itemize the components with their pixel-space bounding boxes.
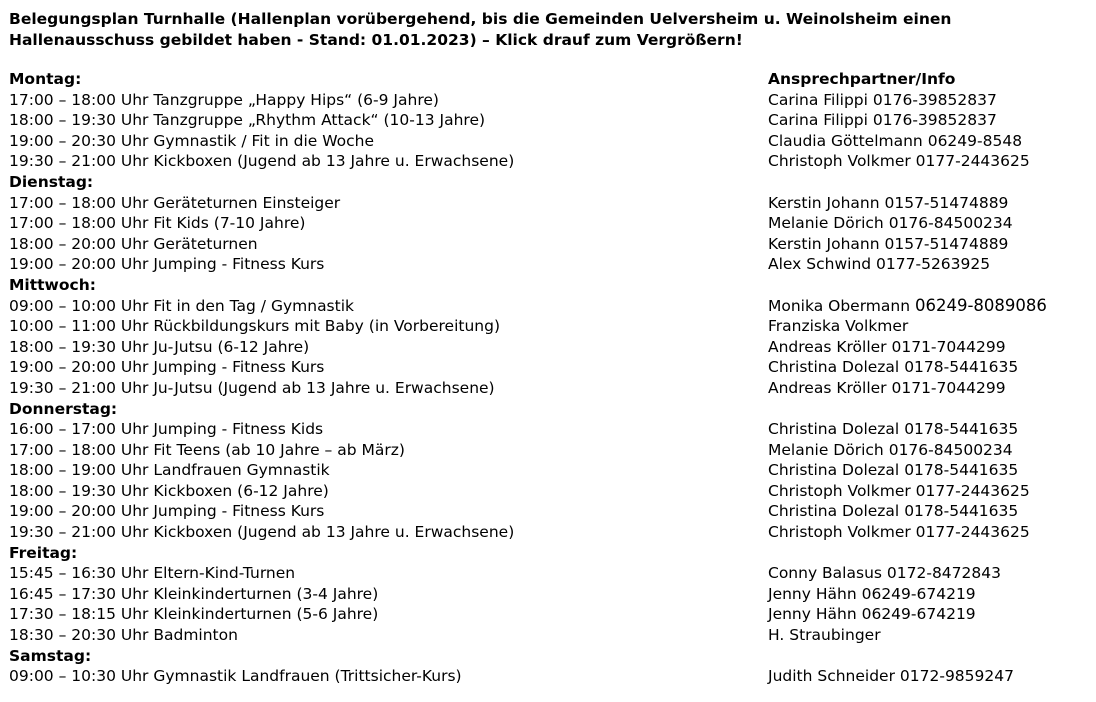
schedule-entry	[9, 296, 354, 317]
schedule-row	[9, 419, 1094, 440]
day-heading: Freitag:	[9, 543, 78, 562]
contact-name: Christoph Volkmer	[768, 152, 911, 171]
day-heading-row	[9, 646, 1094, 667]
schedule-entry	[9, 378, 495, 399]
time-range: 18:00 – 20:00 Uhr	[9, 234, 149, 253]
contact-phone: 0157-51474889	[884, 193, 1009, 212]
contact-name: Andreas Kröller	[768, 337, 887, 356]
contact-info	[768, 193, 1008, 214]
schedule-row	[9, 604, 1094, 625]
schedule-entry	[9, 193, 340, 214]
time-range: 17:00 – 18:00 Uhr	[9, 214, 149, 233]
day-heading-row	[9, 399, 1094, 420]
time-range: 16:00 – 17:00 Uhr	[9, 420, 149, 439]
activity-name: Jumping - Fitness Kurs	[153, 502, 325, 521]
schedule-row	[9, 357, 1094, 378]
contact-info	[768, 234, 1008, 255]
contact-info	[768, 337, 1006, 358]
contact-phone: 0177-2443625	[915, 481, 1030, 500]
contact-name: Conny Balasus	[768, 564, 882, 583]
page-title[interactable]	[9, 9, 1089, 51]
contact-info	[768, 501, 1018, 522]
schedule-entry	[9, 234, 258, 255]
time-range: 17:00 – 18:00 Uhr	[9, 193, 149, 212]
contact-name: Melanie Dörich	[768, 440, 884, 459]
contact-info	[768, 110, 997, 131]
contact-phone: 0178-5441635	[904, 461, 1019, 480]
activity-name: Jumping - Fitness Kids	[153, 420, 324, 439]
schedule-row	[9, 316, 1094, 337]
activity-name: Gymnastik Landfrauen (Trittsicher-Kurs)	[153, 667, 462, 686]
schedule-entry	[9, 419, 323, 440]
contact-info	[768, 563, 1001, 584]
contact-name: Christoph Volkmer	[768, 523, 911, 542]
activity-name: Kickboxen (Jugend ab 13 Jahre u. Erwachsene)	[153, 152, 515, 171]
schedule-entry	[9, 666, 462, 687]
contact-name: Alex Schwind	[768, 255, 872, 274]
contact-name: Judith Schneider	[768, 667, 895, 686]
contact-phone: 0178-5441635	[904, 420, 1019, 439]
contact-info	[768, 131, 1022, 152]
activity-name: Fit in den Tag / Gymnastik	[153, 296, 354, 315]
schedule-row	[9, 213, 1094, 234]
activity-name: Fit Teens (ab 10 Jahre – ab März)	[153, 440, 405, 459]
schedule-entry	[9, 254, 324, 275]
activity-name: Geräteturnen	[153, 234, 258, 253]
contact-phone: 0171-7044299	[891, 378, 1006, 397]
schedule-entry	[9, 625, 238, 646]
schedule-row	[9, 254, 1094, 275]
contact-info	[768, 419, 1018, 440]
schedule-entry	[9, 110, 485, 131]
contact-info	[768, 90, 997, 111]
day-heading: Mittwoch:	[9, 275, 96, 294]
time-range: 18:00 – 19:30 Uhr	[9, 111, 149, 130]
contact-phone: 0172-9859247	[899, 667, 1014, 686]
time-range: 18:00 – 19:00 Uhr	[9, 461, 149, 480]
time-range: 19:00 – 20:00 Uhr	[9, 255, 149, 274]
time-range: 18:30 – 20:30 Uhr	[9, 626, 149, 645]
contact-info	[768, 254, 990, 275]
schedule-entry	[9, 213, 305, 234]
schedule-row	[9, 522, 1094, 543]
contact-info	[768, 316, 908, 337]
contact-name: Claudia Göttelmann	[768, 131, 923, 150]
contact-phone: 0171-7044299	[891, 337, 1006, 356]
contact-info	[768, 296, 1047, 317]
contact-name: Christina Dolezal	[768, 461, 900, 480]
activity-name: Ju-Jutsu (Jugend ab 13 Jahre u. Erwachsene)	[153, 378, 495, 397]
schedule-row	[9, 378, 1094, 399]
contact-name: Christina Dolezal	[768, 358, 900, 377]
schedule-entry	[9, 481, 329, 502]
contact-phone: 0178-5441635	[904, 502, 1019, 521]
contact-name: Christoph Volkmer	[768, 481, 911, 500]
activity-name: Geräteturnen Einsteiger	[153, 193, 341, 212]
time-range: 19:00 – 20:00 Uhr	[9, 358, 149, 377]
contact-name: Carina Filippi	[768, 90, 868, 109]
contact-phone: 0176-84500234	[888, 440, 1013, 459]
activity-name: Badminton	[153, 626, 238, 645]
contact-phone: 0177-2443625	[915, 523, 1030, 542]
day-heading-row	[9, 172, 1094, 193]
contact-phone: 0157-51474889	[884, 234, 1009, 253]
contact-phone: 06249-674219	[861, 584, 976, 603]
contact-name: Kerstin Johann	[768, 234, 880, 253]
day-heading-row	[9, 275, 1094, 296]
schedule-row	[9, 481, 1094, 502]
schedule-row	[9, 296, 1094, 317]
contact-phone: 0176-39852837	[872, 90, 997, 109]
activity-name: Jumping - Fitness Kurs	[153, 255, 325, 274]
schedule-row	[9, 234, 1094, 255]
activity-name: Kleinkinderturnen (5-6 Jahre)	[153, 605, 379, 624]
schedule-entry	[9, 604, 378, 625]
time-range: 19:00 – 20:30 Uhr	[9, 131, 149, 150]
schedule-entry	[9, 337, 309, 358]
contact-info	[768, 604, 976, 625]
schedule-row	[9, 90, 1094, 111]
time-range: 18:00 – 19:30 Uhr	[9, 337, 149, 356]
contact-name: Kerstin Johann	[768, 193, 880, 212]
schedule-row	[9, 193, 1094, 214]
activity-name: Rückbildungskurs mit Baby (in Vorbereitung)	[153, 317, 501, 336]
contact-phone: 0177-5263925	[876, 255, 991, 274]
time-range: 18:00 – 19:30 Uhr	[9, 481, 149, 500]
schedule-row	[9, 337, 1094, 358]
activity-name: Kickboxen (Jugend ab 13 Jahre u. Erwachsene)	[153, 523, 515, 542]
contact-phone: 0178-5441635	[904, 358, 1019, 377]
time-range: 19:30 – 21:00 Uhr	[9, 378, 149, 397]
contact-info	[768, 213, 1013, 234]
time-range: 17:00 – 18:00 Uhr	[9, 90, 149, 109]
contact-name: Andreas Kröller	[768, 378, 887, 397]
activity-name: Fit Kids (7-10 Jahre)	[153, 214, 306, 233]
contact-phone: 0176-84500234	[888, 214, 1013, 233]
time-range: 16:45 – 17:30 Uhr	[9, 584, 149, 603]
schedule-entry	[9, 460, 330, 481]
contact-phone: 06249-674219	[861, 605, 976, 624]
activity-name: Tanzgruppe „Happy Hips“ (6-9 Jahre)	[153, 90, 439, 109]
time-range: 19:30 – 21:00 Uhr	[9, 523, 149, 542]
schedule-entry	[9, 563, 295, 584]
schedule-row	[9, 584, 1094, 605]
time-range: 19:30 – 21:00 Uhr	[9, 152, 149, 171]
schedule-row	[9, 131, 1094, 152]
schedule-row	[9, 440, 1094, 461]
contact-info	[768, 584, 976, 605]
contact-info	[768, 625, 881, 646]
activity-name: Kickboxen (6-12 Jahre)	[153, 481, 329, 500]
contact-phone: 0176-39852837	[872, 111, 997, 130]
activity-name: Landfrauen Gymnastik	[153, 461, 330, 480]
contact-name: Franziska Volkmer	[768, 317, 909, 336]
contact-phone: 0172-8472843	[886, 564, 1001, 583]
schedule-entry	[9, 357, 324, 378]
time-range: 19:00 – 20:00 Uhr	[9, 502, 149, 521]
time-range: 15:45 – 16:30 Uhr	[9, 564, 149, 583]
contact-info	[768, 481, 1030, 502]
schedule-entry	[9, 501, 324, 522]
schedule-entry	[9, 90, 439, 111]
contact-phone: 06249-8548	[927, 131, 1023, 150]
time-range: 17:30 – 18:15 Uhr	[9, 605, 149, 624]
time-range: 09:00 – 10:00 Uhr	[9, 296, 149, 315]
day-heading-row	[9, 543, 1094, 564]
activity-name: Ju-Jutsu (6-12 Jahre)	[153, 337, 310, 356]
contact-name: Jenny Hähn	[768, 584, 857, 603]
activity-name: Tanzgruppe „Rhythm Attack“ (10-13 Jahre)	[153, 111, 486, 130]
activity-name: Jumping - Fitness Kurs	[153, 358, 325, 377]
contact-name: Christina Dolezal	[768, 502, 900, 521]
contact-info	[768, 151, 1030, 172]
schedule-row	[9, 666, 1094, 687]
schedule-row	[9, 625, 1094, 646]
activity-name: Gymnastik / Fit in die Woche	[153, 131, 375, 150]
day-heading: Dienstag:	[9, 172, 94, 191]
day-heading-row	[9, 69, 1094, 90]
schedule-entry	[9, 151, 514, 172]
day-heading: Montag:	[9, 70, 82, 88]
contact-info	[768, 440, 1013, 461]
schedule-row	[9, 151, 1094, 172]
contact-name: Monika Obermann	[768, 296, 911, 315]
day-heading: Donnerstag:	[9, 399, 118, 418]
time-range: 17:00 – 18:00 Uhr	[9, 440, 149, 459]
schedule-row	[9, 563, 1094, 584]
contact-name: Christina Dolezal	[768, 420, 900, 439]
contact-info	[768, 522, 1030, 543]
schedule-table	[9, 69, 1094, 687]
activity-name: Eltern-Kind-Turnen	[153, 564, 296, 583]
schedule-entry	[9, 584, 378, 605]
contact-info	[768, 357, 1018, 378]
contact-phone: 06249-8089086	[914, 295, 1047, 315]
schedule-row	[9, 460, 1094, 481]
time-range: 10:00 – 11:00 Uhr	[9, 317, 149, 336]
contact-name: Melanie Dörich	[768, 214, 884, 233]
contact-phone: 0177-2443625	[915, 152, 1030, 171]
contact-name: Jenny Hähn	[768, 605, 857, 624]
time-range: 09:00 – 10:30 Uhr	[9, 667, 149, 686]
contact-info	[768, 666, 1014, 687]
schedule-entry	[9, 316, 500, 337]
schedule-entry	[9, 131, 374, 152]
contact-column-header: Ansprechpartner/Info	[768, 70, 956, 88]
schedule-entry	[9, 522, 514, 543]
contact-name: H. Straubinger	[768, 626, 881, 645]
title-line-2: Hallenausschuss gebildet haben - Stand: 01.01.2023) – Klick drauf zum Vergrößern!	[9, 31, 743, 49]
day-heading: Samstag:	[9, 646, 92, 665]
contact-name: Carina Filippi	[768, 111, 868, 130]
contact-info	[768, 378, 1006, 399]
title-line-1: Belegungsplan Turnhalle (Hallenplan vorübergehend, bis die Gemeinden Uelversheim u. Weinolsheim einen	[9, 10, 952, 28]
schedule-row	[9, 110, 1094, 131]
schedule-entry	[9, 440, 405, 461]
contact-info	[768, 460, 1018, 481]
activity-name: Kleinkinderturnen (3-4 Jahre)	[153, 584, 379, 603]
schedule-row	[9, 501, 1094, 522]
